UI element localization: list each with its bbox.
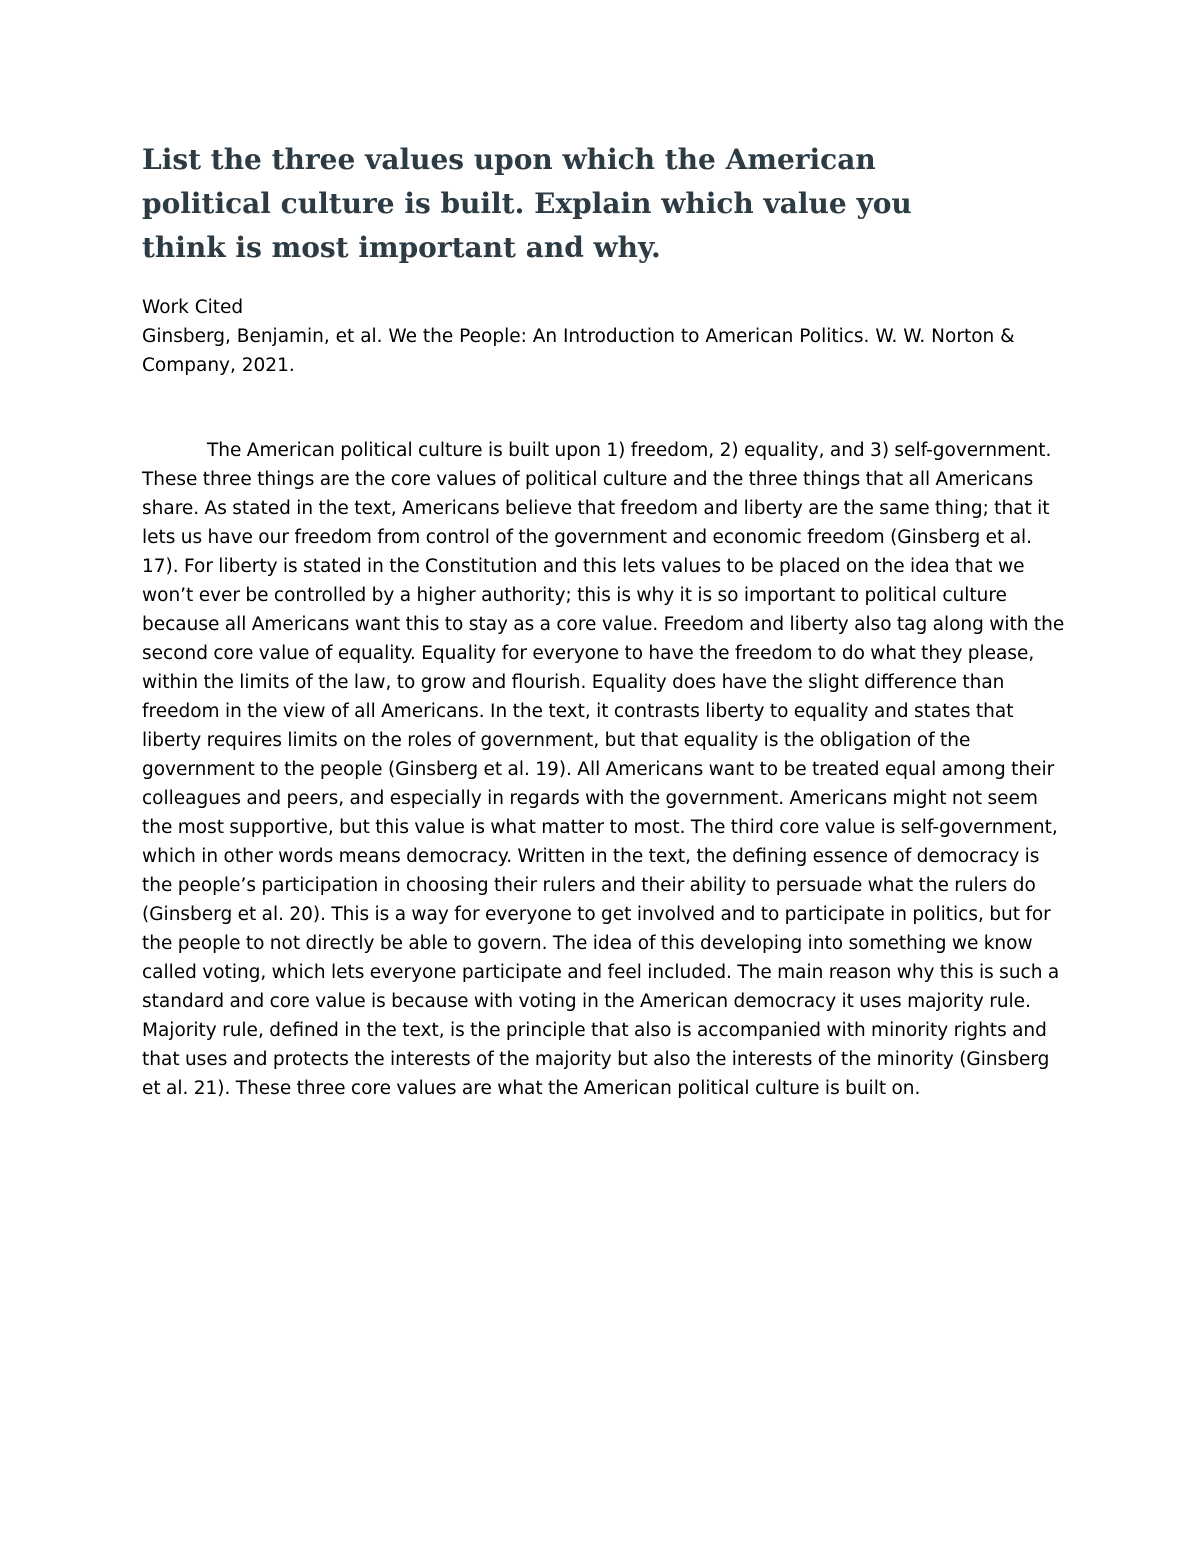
- works-cited-entry: Ginsberg, Benjamin, et al. We the People: An Introduction to American Politics. W. W. Norton & Company, 2021.: [142, 326, 1015, 376]
- essay-paragraph: The American political culture is built upon 1) freedom, 2) equality, and 3) self-government. These three things are the core values of political culture and the three things that all Americans share. As stated in the text, Americans believe that freedom and liberty are the same thing; that it lets us have our freedom from control of the government and economic freedom (Ginsberg et al. 17). For liberty is stated in the Constitution and this lets values to be placed on the idea that we won’t ever be controlled by a higher authority; this is why it is so important to political culture because all Americans want this to stay as a core value. Freedom and liberty also tag along with the second core value of equality. Equality for everyone to have the freedom to do what they please, within the limits of the law, to grow and flourish. Equality does have the slight difference than freedom in the view of all Americans. In the text, it contrasts liberty to equality and states that liberty requires limits on the roles of government, but that equality is the obligation of the government to the people (Ginsberg et al. 19). All Americans want to be treated equal among their colleagues and peers, and especially in regards with the government. Americans might not seem the most supportive, but this value is what matter to most. The third core value is self-government, which in other words means democracy. Written in the text, the defining essence of democracy is the people’s participation in choosing their rulers and their ability to persuade what the rulers do (Ginsberg et al. 20). This is a way for everyone to get involved and to participate in politics, but for the people to not directly be able to govern. The idea of this developing into something we know called voting, which lets everyone participate and feel included. The main reason why this is such a standard and core value is because with voting in the American democracy it uses majority rule. Majority rule, defined in the text, is the principle that also is accompanied with minority rights and that uses and protects the interests of the majority but also the interests of the minority (Ginsberg et al. 21). These three core values are what the American political culture is built on.: [142, 440, 1065, 1099]
- works-cited-heading: Work Cited: [142, 297, 244, 318]
- document-title: List the three values upon which the American political culture is built. Explain which value you think is most important and why.: [142, 143, 912, 264]
- works-cited-section: [142, 293, 1072, 380]
